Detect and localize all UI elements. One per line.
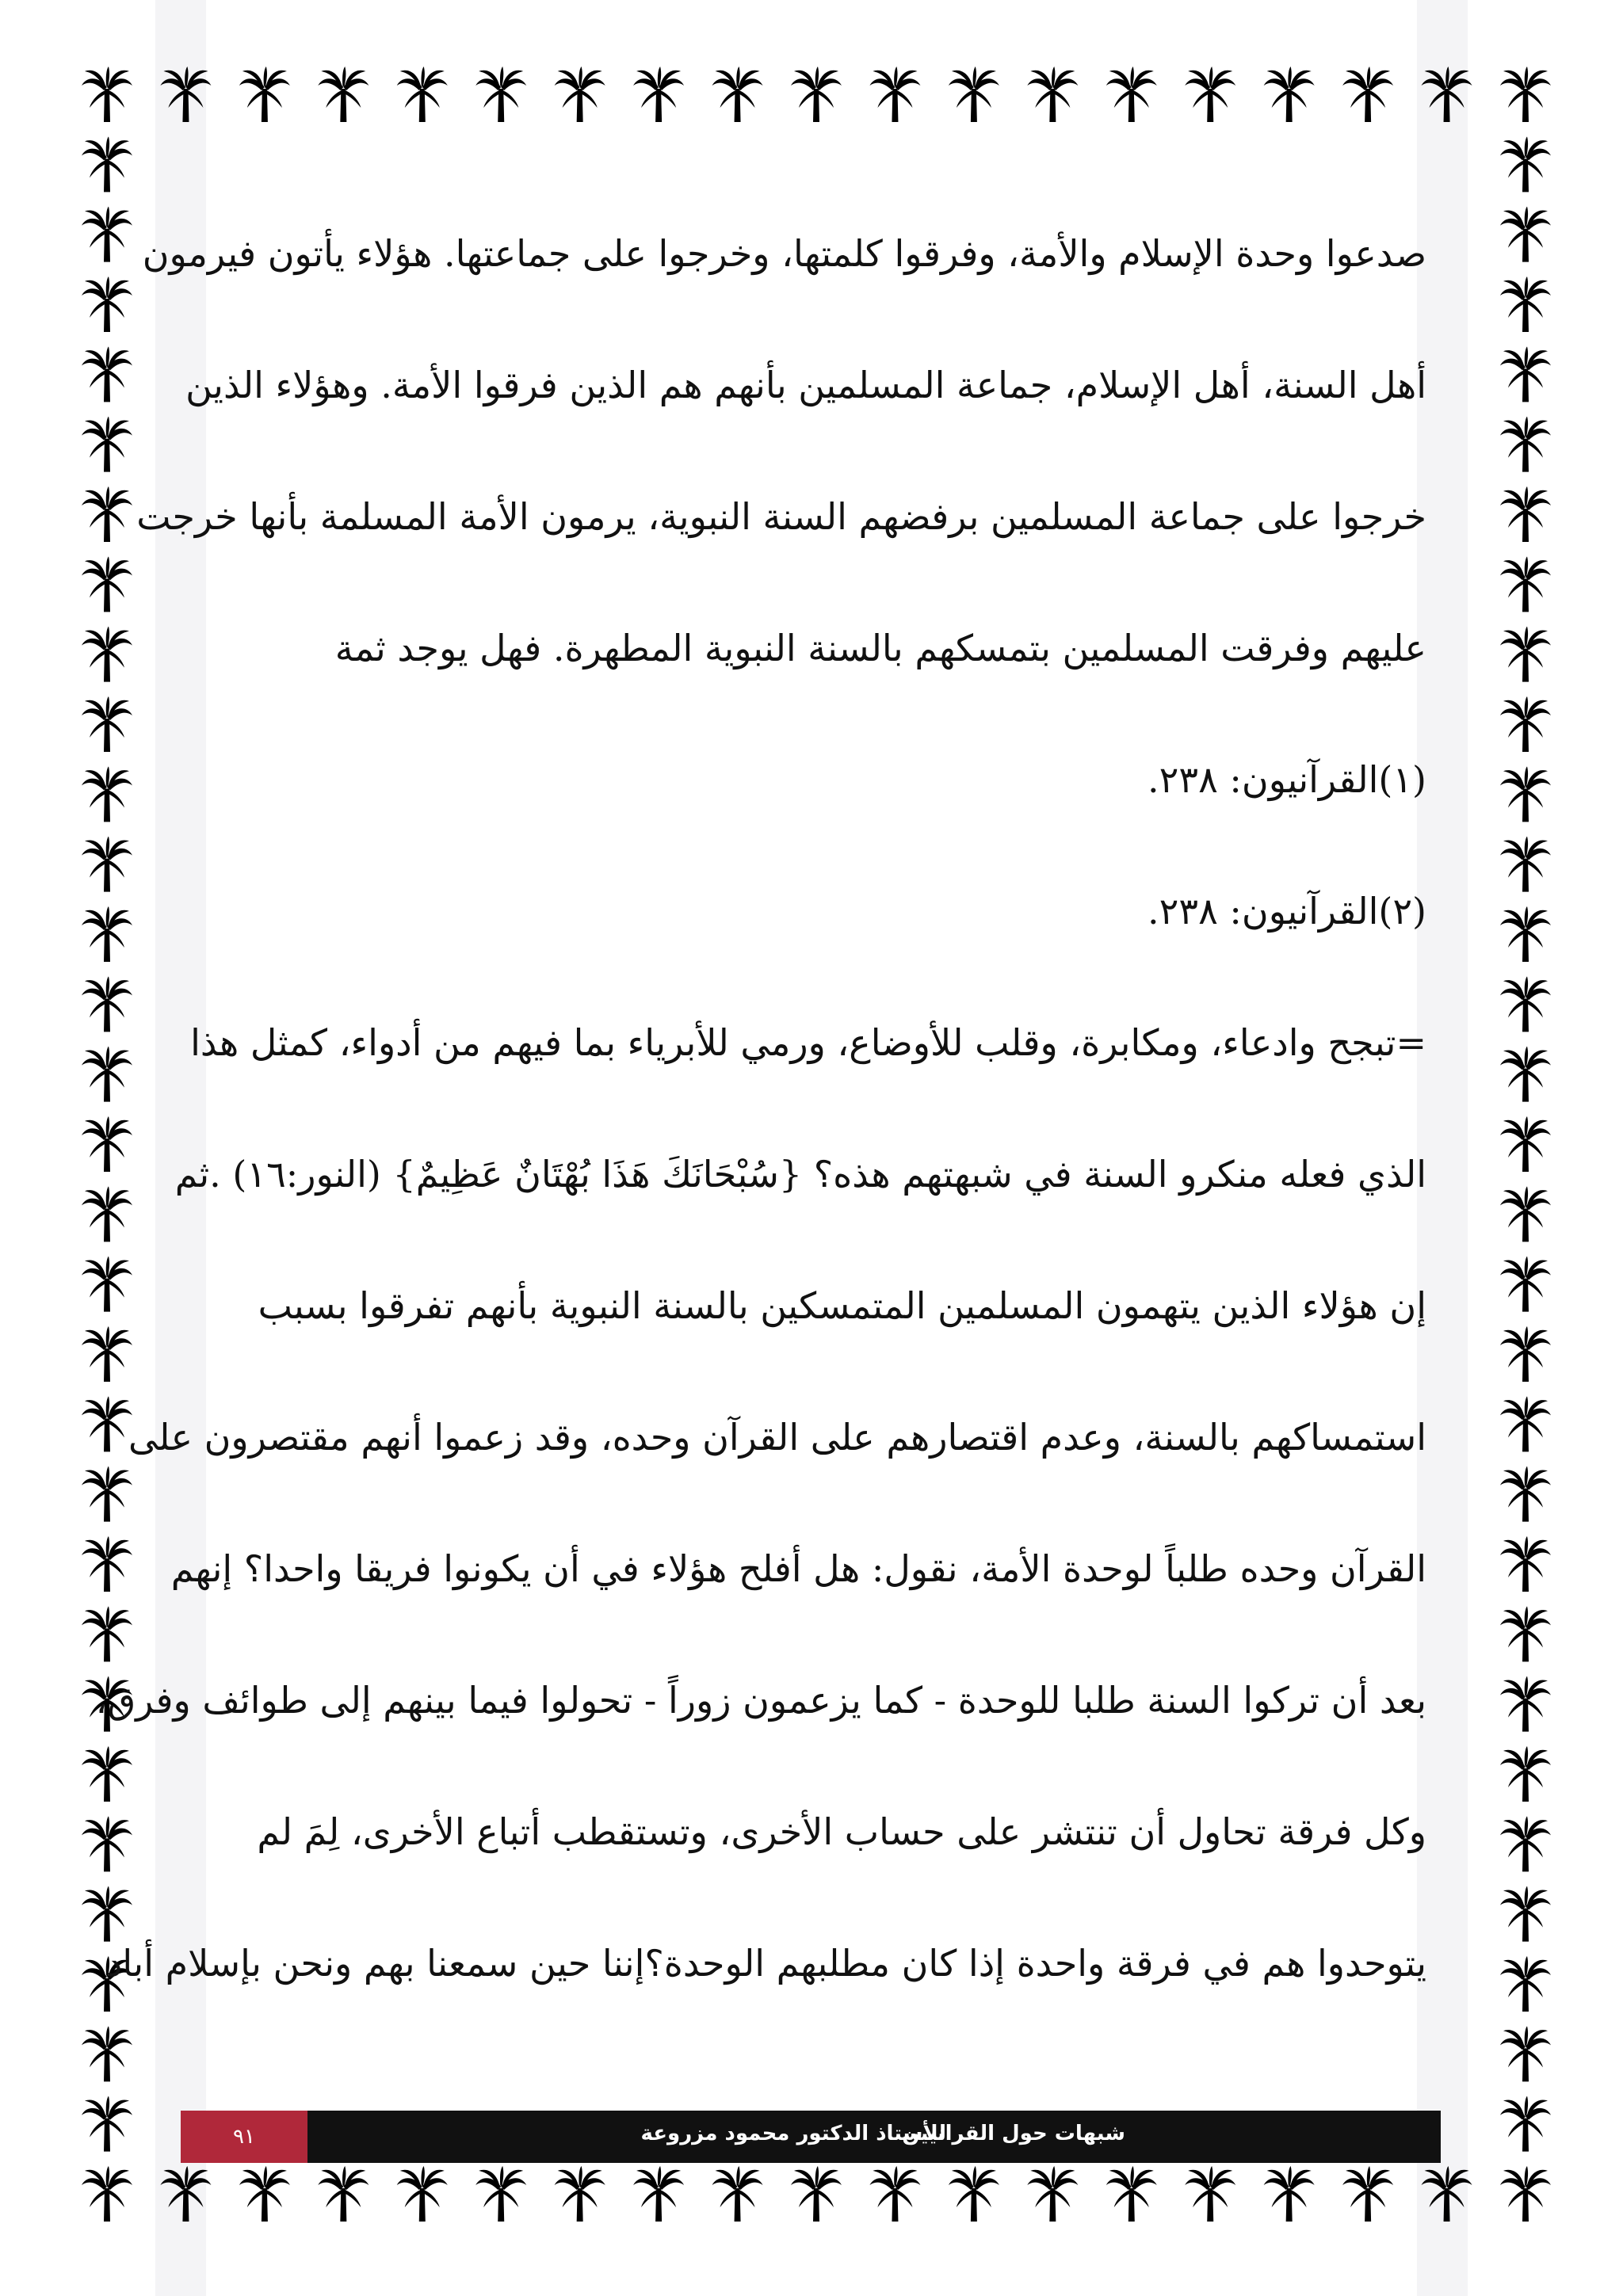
- palm-tree-icon: [1500, 1816, 1551, 1871]
- palm-tree-icon: [1500, 1676, 1551, 1732]
- palm-tree-icon: [869, 2166, 920, 2222]
- palm-tree-icon: [869, 67, 920, 122]
- palm-tree-icon: [712, 2166, 763, 2222]
- palm-tree-icon: [1500, 906, 1551, 962]
- palm-tree-icon: [82, 2096, 132, 2152]
- palm-tree-icon: [1500, 1886, 1551, 1942]
- palm-tree-icon: [1500, 556, 1551, 612]
- palm-tree-icon: [82, 207, 132, 262]
- palm-tree-icon: [1500, 766, 1551, 822]
- palm-tree-icon: [82, 1186, 132, 1241]
- palm-tree-icon: [1500, 277, 1551, 332]
- palm-tree-icon: [82, 486, 132, 542]
- palm-tree-icon: [1500, 417, 1551, 472]
- palm-tree-icon: [1500, 1396, 1551, 1451]
- palm-tree-icon: [1500, 207, 1551, 262]
- palm-tree-icon: [1027, 2166, 1078, 2222]
- palm-tree-icon: [1500, 1047, 1551, 1102]
- palm-tree-icon: [1500, 837, 1551, 892]
- palm-tree-icon: [160, 2166, 211, 2222]
- palm-tree-icon: [1500, 1116, 1551, 1172]
- palm-tree-icon: [1500, 1326, 1551, 1382]
- palm-tree-icon: [239, 67, 290, 122]
- text-line-3: خرجوا على جماعة المسلمين برفضهم السنة النبوية، يرمون الأمة المسلمة بأنها خرجت: [136, 495, 1426, 538]
- palm-tree-icon: [791, 67, 842, 122]
- palm-tree-icon: [82, 1396, 132, 1451]
- palm-tree-icon: [1500, 1257, 1551, 1312]
- palm-tree-icon: [82, 906, 132, 962]
- palm-tree-icon: [318, 2166, 369, 2222]
- palm-tree-icon: [1264, 2166, 1315, 2222]
- palm-tree-icon: [1185, 67, 1235, 122]
- palm-tree-icon: [1500, 627, 1551, 682]
- page-number: ٩١: [181, 2111, 307, 2163]
- palm-tree-icon: [1500, 976, 1551, 1032]
- palm-tree-icon: [475, 2166, 526, 2222]
- palm-tree-icon: [475, 67, 526, 122]
- palm-tree-icon: [949, 67, 999, 122]
- palm-tree-icon: [82, 346, 132, 402]
- palm-tree-icon: [1500, 1186, 1551, 1241]
- palm-tree-icon: [82, 696, 132, 752]
- palm-tree-icon: [1500, 1536, 1551, 1592]
- palm-tree-icon: [1500, 1466, 1551, 1522]
- palm-tree-icon: [82, 2026, 132, 2081]
- text-line-14: يتوحدوا هم في فرقة واحدة إذا كان مطلبهم الوحدة؟إننا حين سمعنا بهم ونحن بإسلام أباد: [105, 1942, 1426, 1985]
- palm-tree-icon: [82, 1746, 132, 1802]
- text-line-7: =تبجح وادعاء، ومكابرة، وقلب للأوضاع، ورمي للأبرياء بما فيهم من أدواء، كمثل هذا: [190, 1021, 1426, 1064]
- palm-tree-icon: [239, 2166, 290, 2222]
- palm-tree-icon: [1422, 2166, 1472, 2222]
- palm-tree-icon: [1500, 2026, 1551, 2081]
- palm-tree-icon: [82, 556, 132, 612]
- palm-tree-icon: [633, 2166, 684, 2222]
- footer-author: للأستاذ الدكتور محمود مزروعة: [640, 2122, 946, 2145]
- text-line-4: عليهم وفرقت المسلمين بتمسكهم بالسنة النبوية المطهرة. فهل يوجد ثمة: [334, 627, 1426, 669]
- palm-tree-icon: [82, 2166, 132, 2222]
- palm-tree-icon: [1185, 2166, 1235, 2222]
- text-line-13: وكل فرقة تحاول أن تنتشر على حساب الأخرى، وتستقطب أتباع الأخرى، لِمَ لم: [257, 1810, 1426, 1853]
- palm-tree-icon: [1500, 2166, 1551, 2222]
- page-footer: [181, 2111, 1441, 2163]
- palm-tree-icon: [633, 67, 684, 122]
- palm-tree-icon: [949, 2166, 999, 2222]
- palm-tree-icon: [82, 1816, 132, 1871]
- palm-tree-icon: [82, 1886, 132, 1942]
- palm-tree-icon: [1106, 2166, 1157, 2222]
- palm-tree-icon: [160, 67, 211, 122]
- palm-tree-icon: [555, 2166, 605, 2222]
- palm-tree-icon: [82, 627, 132, 682]
- palm-tree-icon: [712, 67, 763, 122]
- palm-tree-icon: [82, 837, 132, 892]
- palm-tree-icon: [82, 1536, 132, 1592]
- palm-tree-icon: [82, 1466, 132, 1522]
- footnote-2: (٢)القرآنيون: ٢٣٨.: [1148, 890, 1426, 933]
- palm-tree-icon: [1500, 486, 1551, 542]
- palm-tree-icon: [82, 136, 132, 192]
- palm-tree-icon: [82, 1326, 132, 1382]
- palm-tree-icon: [82, 1606, 132, 1661]
- palm-tree-icon: [555, 67, 605, 122]
- palm-tree-icon: [82, 67, 132, 122]
- palm-tree-icon: [82, 766, 132, 822]
- palm-tree-icon: [318, 67, 369, 122]
- palm-tree-icon: [1500, 1746, 1551, 1802]
- palm-tree-icon: [1027, 67, 1078, 122]
- palm-tree-icon: [1422, 67, 1472, 122]
- text-line-11: القرآن وحده طلباً لوحدة الأمة، نقول: هل أفلح هؤلاء في أن يكونوا فريقا واحدا؟ إنهم: [170, 1547, 1426, 1590]
- text-line-12: بعد أن تركوا السنة طلبا للوحدة - كما يزعمون زوراً - تحولوا فيما بينهم إلى طوائف وفرق،: [95, 1679, 1426, 1722]
- palm-tree-icon: [1500, 696, 1551, 752]
- palm-tree-icon: [1500, 67, 1551, 122]
- palm-tree-icon: [82, 976, 132, 1032]
- palm-tree-icon: [397, 2166, 448, 2222]
- palm-tree-icon: [82, 1257, 132, 1312]
- palm-tree-icon: [82, 277, 132, 332]
- palm-tree-icon: [82, 417, 132, 472]
- palm-tree-icon: [1106, 67, 1157, 122]
- palm-tree-icon: [791, 2166, 842, 2222]
- text-line-9: إن هؤلاء الذين يتهمون المسلمين المتمسكين بالسنة النبوية بأنهم تفرقوا بسبب: [258, 1284, 1426, 1327]
- text-line-2: أهل السنة، أهل الإسلام، جماعة المسلمين بأنهم هم الذين فرقوا الأمة. وهؤلاء الذين: [185, 364, 1426, 406]
- palm-tree-icon: [1264, 67, 1315, 122]
- text-line-10: استمساكهم بالسنة، وعدم اقتصارهم على القرآن وحده، وقد زعموا أنهم مقتصرون على: [128, 1416, 1426, 1459]
- palm-tree-icon: [1500, 346, 1551, 402]
- palm-tree-icon: [1342, 2166, 1393, 2222]
- palm-tree-icon: [82, 1047, 132, 1102]
- palm-tree-icon: [82, 1116, 132, 1172]
- footer-book-title: شبهات حول القرانيين: [902, 2122, 1125, 2145]
- palm-tree-icon: [1342, 67, 1393, 122]
- palm-tree-icon: [1500, 2096, 1551, 2152]
- text-line-8: الذي فعله منكرو السنة في شبهتهم هذه؟ {سُبْحَانَكَ هَذَا بُهْتَانٌ عَظِيمٌ} (النور:١٦) .ثم: [174, 1153, 1426, 1196]
- palm-tree-icon: [1500, 136, 1551, 192]
- footnote-1: (١)القرآنيون: ٢٣٨.: [1148, 758, 1426, 801]
- palm-tree-icon: [397, 67, 448, 122]
- palm-tree-icon: [1500, 1606, 1551, 1661]
- palm-tree-icon: [1500, 1956, 1551, 2012]
- text-line-1: صدعوا وحدة الإسلام والأمة، وفرقوا كلمتها، وخرجوا على جماعتها. هؤلاء يأتون فيرمون: [142, 232, 1426, 275]
